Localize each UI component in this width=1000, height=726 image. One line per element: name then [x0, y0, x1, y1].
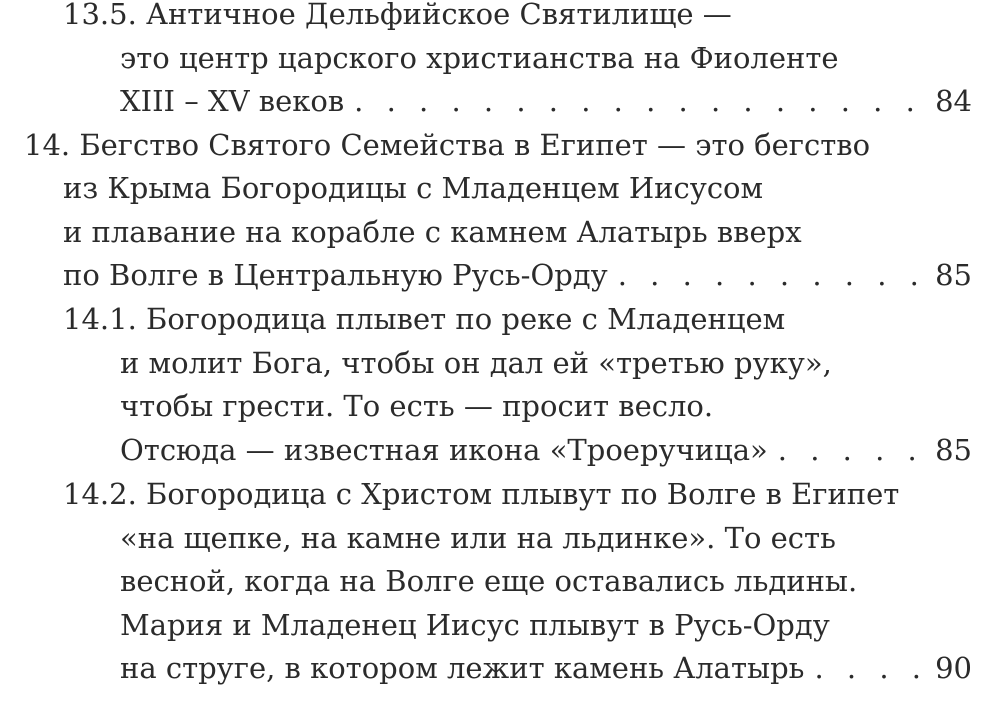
toc-entry-text: из Крыма Богородицы с Младенцем Иисусом — [63, 171, 764, 205]
toc-entry-13-5-line-3 — [120, 81, 972, 121]
toc-entry-13-5-line-2 — [120, 38, 972, 78]
toc-entry-14-1-line-4 — [120, 430, 972, 470]
dot-leader — [804, 648, 935, 688]
toc-entry-text: 14.1. Богородица плывет по реке с Младенцем — [63, 302, 786, 336]
page-number: 84 — [935, 84, 972, 118]
toc-entry-text: 14. Бегство Святого Семейства в Египет — это бегство — [24, 128, 871, 162]
toc-entry-13-5-line-1 — [63, 0, 972, 34]
toc-entry-text: и молит Бога, чтобы он дал ей «третью руку», — [120, 346, 832, 380]
toc-entry-14-1-line-1 — [63, 299, 972, 339]
dot-leader — [768, 430, 935, 470]
toc-entry-14-line-4 — [63, 255, 972, 295]
page-number: 90 — [935, 651, 972, 685]
toc-entry-14-2-line-4 — [120, 605, 972, 645]
toc-entry-14-line-1 — [24, 125, 972, 165]
toc-entry-text: Отсюда — известная икона «Троеручица» — [120, 433, 768, 467]
toc-entry-14-2-line-1 — [63, 474, 972, 514]
toc-entry-14-2-line-2 — [120, 518, 972, 558]
toc-entry-text: Мария и Младенец Иисус плывут в Русь-Орду — [120, 608, 830, 642]
toc-entry-text: 14.2. Богородица с Христом плывут по Волге в Египет — [63, 477, 900, 511]
page-number: 85 — [935, 433, 972, 467]
toc-entry-text: по Волге в Центральную Русь-Орду — [63, 258, 608, 292]
dot-leader — [344, 81, 935, 121]
toc-entry-14-1-line-3 — [120, 386, 972, 426]
toc-entry-text: 13.5. Античное Дельфийское Святилище — — [63, 0, 732, 31]
toc-entry-14-line-2 — [63, 168, 972, 208]
toc-entry-14-1-line-2 — [120, 343, 972, 383]
dot-leader — [608, 255, 935, 295]
toc-entry-14-2-line-5 — [120, 648, 972, 688]
toc-entry-text: на струге, в котором лежит камень Алатырь — [120, 651, 805, 685]
toc-entry-14-line-3 — [63, 212, 972, 252]
toc-entry-text: чтобы грести. То есть — просит весло. — [120, 389, 714, 423]
toc-entry-text: весной, когда на Волге еще оставались льдины. — [120, 564, 858, 598]
toc-entry-text: это центр царского христианства на Фиоленте — [120, 41, 839, 75]
toc-entry-text: XIII – XV веков — [120, 84, 345, 118]
toc-entry-text: «на щепке, на камне или на льдинке». То есть — [120, 521, 836, 555]
page-number: 85 — [935, 258, 972, 292]
toc-entry-14-2-line-3 — [120, 561, 972, 601]
toc-entry-text: и плавание на корабле с камнем Алатырь вверх — [63, 215, 802, 249]
